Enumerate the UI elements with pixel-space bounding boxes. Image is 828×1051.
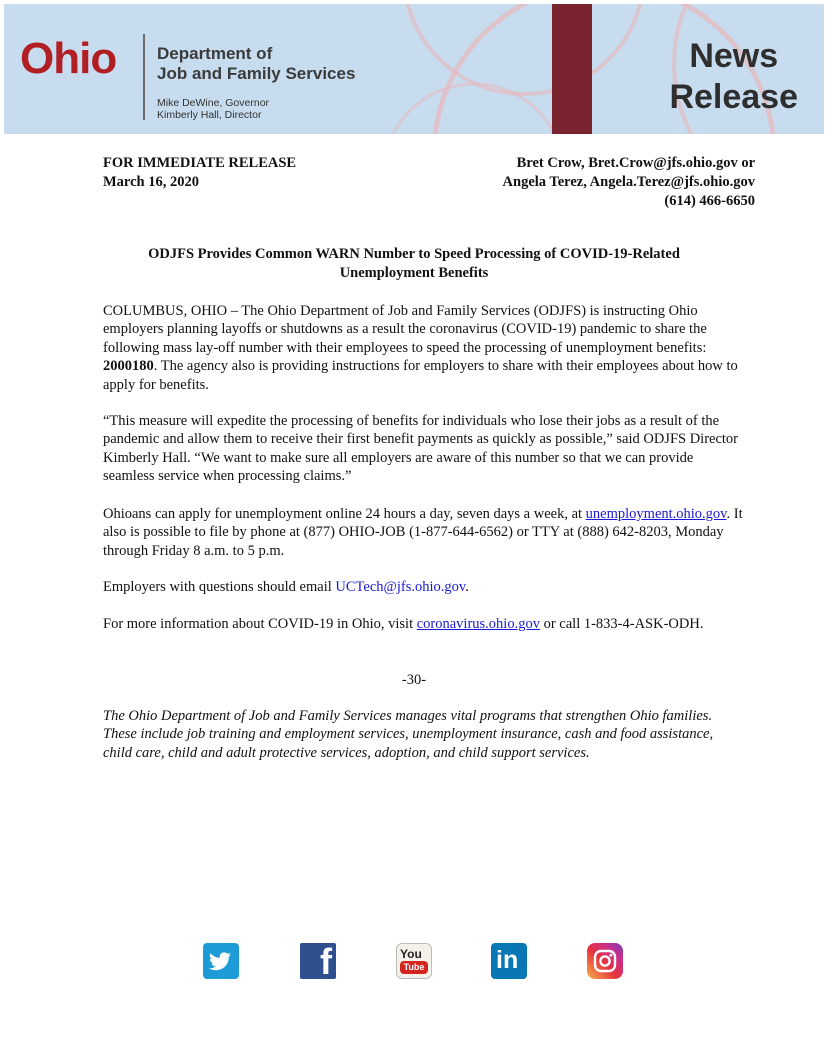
p5-text-end: or call 1-833-4-ASK-ODH. <box>539 616 704 632</box>
p4-text: Employers with questions should email <box>103 579 336 595</box>
warn-number: 2000180 <box>103 358 154 375</box>
department-name <box>157 44 355 84</box>
contact-info <box>503 154 755 211</box>
ohio-logo: Ohio <box>20 34 117 83</box>
paragraph-1 <box>103 302 743 394</box>
contact-phone: (614) 466-6650 <box>664 193 755 209</box>
release-date: March 16, 2020 <box>103 174 199 190</box>
logo-divider <box>143 34 145 120</box>
release-label: Release <box>669 78 798 116</box>
end-mark: -30- <box>401 672 427 688</box>
header-banner <box>4 4 824 134</box>
contact-line2: Angela Terez, Angela.Terez@jfs.ohio.gov <box>502 174 755 190</box>
twitter-icon[interactable] <box>203 943 239 979</box>
banner-stripe <box>552 4 592 134</box>
youtube-you: You <box>400 947 422 961</box>
paragraph-5 <box>103 615 733 633</box>
news-release-label <box>669 36 798 118</box>
p1-text-end: . The agency also is providing instructions for employers to share with their employees about how to apply for benefits. <box>103 358 738 393</box>
department-line1: Department of <box>157 44 273 63</box>
contact-line1: Bret Crow, Bret.Crow@jfs.ohio.gov or <box>516 155 755 171</box>
facebook-icon[interactable] <box>300 941 336 982</box>
release-info <box>103 154 296 192</box>
paragraph-3 <box>103 505 743 560</box>
boilerplate: The Ohio Department of Job and Family Services manages vital programs that strengthen Ohio families. These include job training and employment services, unemployment insurance, cash and food assistance, child care, child and adult protective services, adoption, and child support services. <box>103 708 714 761</box>
instagram-icon[interactable] <box>587 943 623 979</box>
paragraph-4 <box>103 578 743 596</box>
governor-name: Mike DeWine, Governor <box>157 97 270 109</box>
linkedin-glyph: in <box>496 946 519 974</box>
uctech-email-link[interactable]: UCTech@jfs.ohio.gov <box>335 579 466 595</box>
unemployment-link[interactable]: unemployment.ohio.gov <box>585 506 727 522</box>
linkedin-icon[interactable] <box>491 943 527 979</box>
news-label: News <box>689 37 779 75</box>
youtube-icon[interactable] <box>396 943 432 979</box>
facebook-glyph: f <box>320 941 332 982</box>
release-status: FOR IMMEDIATE RELEASE <box>103 155 297 171</box>
headline-line1: ODJFS Provides Common WARN Number to Speed Processing of COVID-19-Related <box>148 246 680 262</box>
headline <box>103 245 725 283</box>
p4-text-end: . <box>465 579 469 595</box>
p5-text: For more information about COVID-19 in Ohio, visit <box>103 616 417 632</box>
coronavirus-link[interactable]: coronavirus.ohio.gov <box>416 616 540 632</box>
youtube-tube: Tube <box>400 961 428 974</box>
paragraph-2-quote: “This measure will expedite the processing of benefits for individuals who lose their jobs as a result of the pandemic and allow them to receive their first benefit payments as quickly as possible,” said ODJFS Director Kimberly Hall. “We want to make sure all employers are aware of this number so that we can provide seamless service when processing claims.” <box>103 413 739 485</box>
headline-line2: Unemployment Benefits <box>339 265 489 281</box>
director-name: Kimberly Hall, Director <box>157 109 262 121</box>
p3-text-end: . It also is possible to file by phone at (877) OHIO-JOB (1-877-644-6562) or TTY at (888) 642-8203, Monday through Friday 8 a.m. to 5 p.m. <box>103 506 743 559</box>
p1-text: COLUMBUS, OHIO – The Ohio Department of Job and Family Services (ODJFS) is instructing Ohio employers planning layoffs or shutdowns as a result the coronavirus (COVID-19) pandemic to share the following mass lay-off number with their employees to speed the processing of unemployment benefits: <box>103 303 707 356</box>
p3-text: Ohioans can apply for unemployment online 24 hours a day, seven days a week, at <box>103 506 586 522</box>
officials <box>157 97 269 121</box>
department-line2: Job and Family Services <box>157 64 356 83</box>
